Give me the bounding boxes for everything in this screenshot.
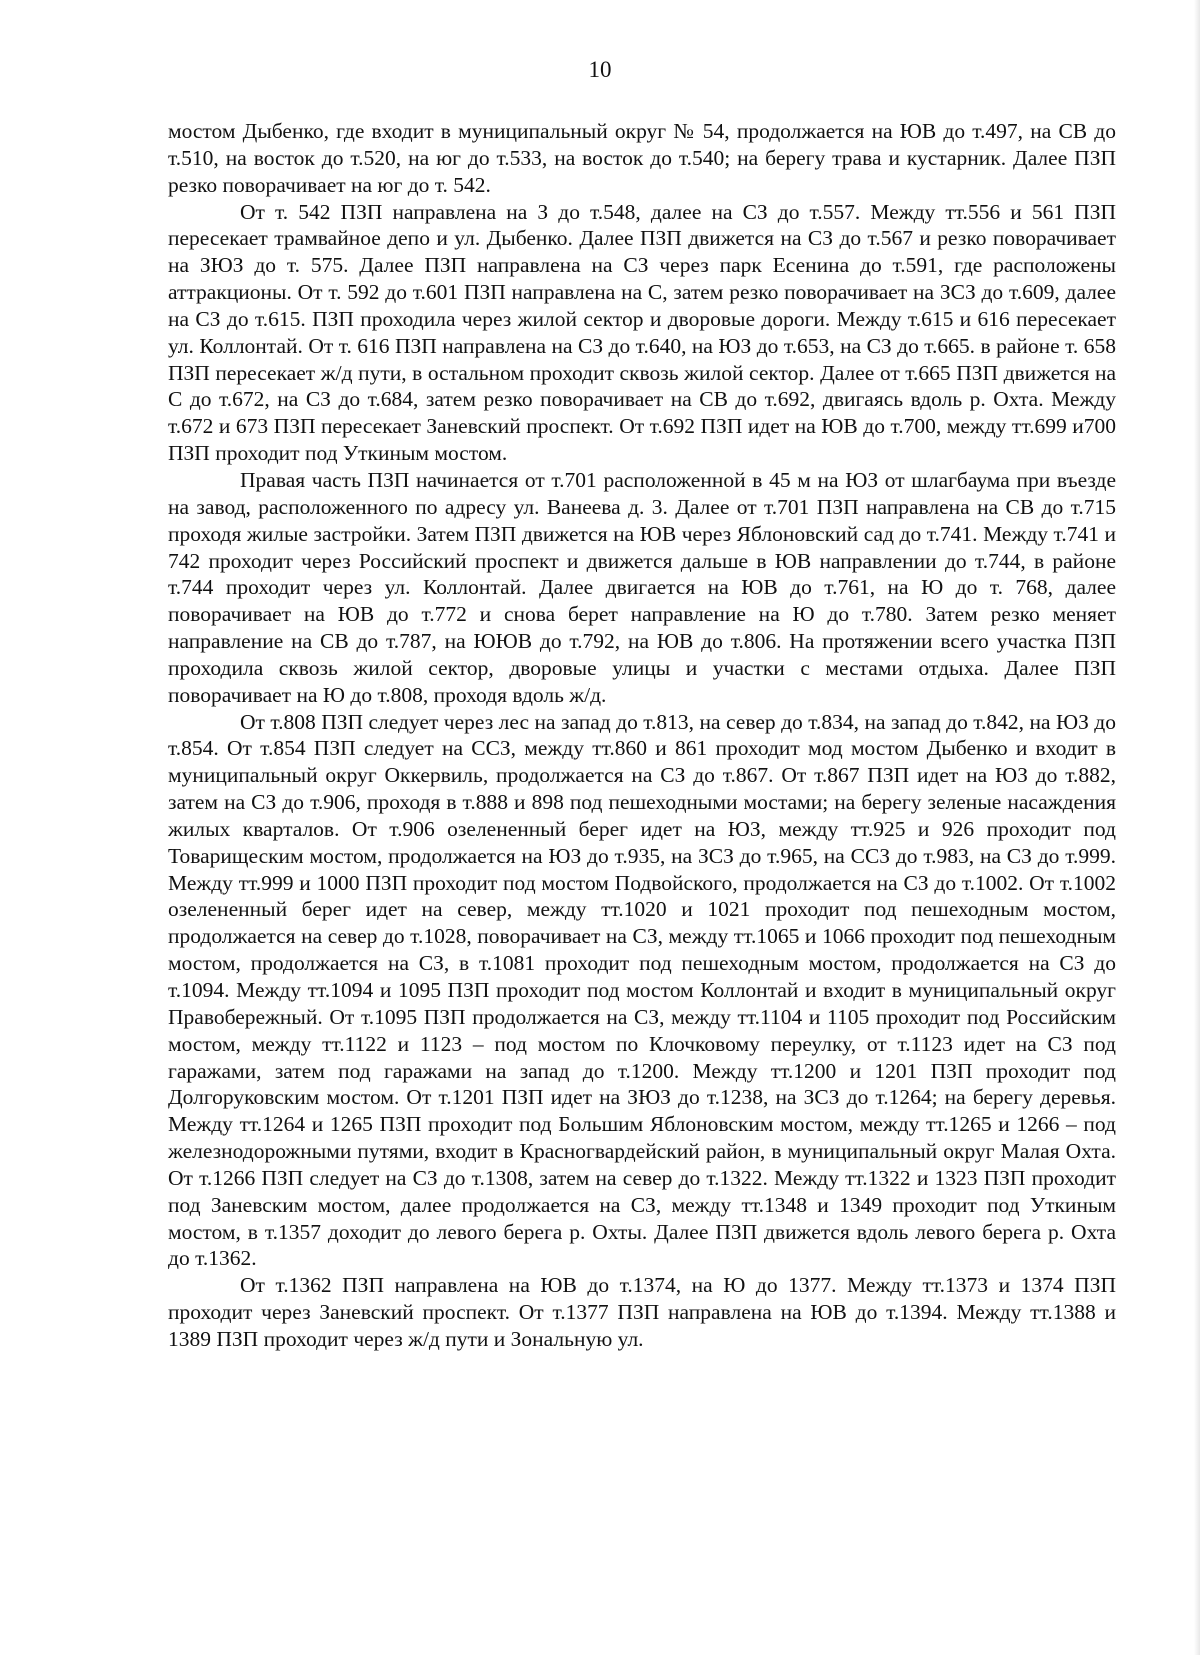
paragraph-4: От т.808 ПЗП следует через лес на запад до т.813, на север до т.834, на запад до т.842, на ЮЗ до т.854. От т.854 ПЗП следует на ССЗ, между тт.860 и 861 проходит мод мостом Дыбенко и входит в муниципальный округ Оккервиль, продолжается на СЗ до т.867. От т.867 ПЗП идет на ЮЗ до т.882, затем на СЗ до т.906, проходя в т.888 и 898 под пешеходными мостами; на берегу зеленые насаждения жилых кварталов. От т.906 озелененный берег идет на ЮЗ, между тт.925 и 926 проходит под Товарищеским мостом, продолжается на ЮЗ до т.935, на ЗСЗ до т.965, на ССЗ до т.983, на СЗ до т.999. Между тт.999 и 1000 ПЗП проходит под мостом Подвойского, продолжается на СЗ до т.1002. От т.1002 озелененный берег идет на север, между тт.1020 и 1021 проходит под пешеходным мостом, продолжается на север до т.1028, поворачивает на СЗ, между тт.1065 и 1066 проходит под пешеходным мостом, продолжается на СЗ, в т.1081 проходит под пешеходным мостом, продолжается на СЗ до т.1094. Между тт.1094 и 1095 ПЗП проходит под мостом Коллонтай и входит в муниципальный округ Правобережный. От т.1095 ПЗП продолжается на СЗ, между тт.1104 и 1105 проходит под Российским мостом, между тт.1122 и 1123 – под мостом по Клочковому переулку, от т.1123 идет на СЗ под гаражами, затем под гаражами на запад до т.1200. Между тт.1200 и 1201 ПЗП проходит под Долгоруковским мостом. От т.1201 ПЗП идет на ЗЮЗ до т.1238, на ЗСЗ до т.1264; на берегу деревья. Между тт.1264 и 1265 ПЗП проходит под Большим Яблоновским мостом, между тт.1265 и 1266 – под железнодорожными путями, входит в Красногвардейский район, в муниципальный округ Малая Охта. От т.1266 ПЗП следует на СЗ до т.1308, затем на север до т.1322. Между тт.1322 и 1323 ПЗП проходит под Заневским мостом, далее продолжается на СЗ, между тт.1348 и 1349 проходит под Уткиным мостом, в т.1357 доходит до левого берега р. Охты. Далее ПЗП движется вдоль левого берега р. Охта до т.1362.: [168, 709, 1116, 1271]
scan-edge: [1194, 0, 1200, 1655]
paragraph-1: мостом Дыбенко, где входит в муниципальный округ № 54, продолжается на ЮВ до т.497, на СВ до т.510, на восток до т.520, на юг до т.533, на восток до т.540; на берегу трава и кустарник. Далее ПЗП резко поворачивает на юг до т. 542.: [168, 119, 1116, 197]
paragraph-3: Правая часть ПЗП начинается от т.701 расположенной в 45 м на ЮЗ от шлагбаума при въезде на завод, расположенного по адресу ул. Ванеева д. 3. Далее от т.701 ПЗП направлена на СВ до т.715 проходя жилые застройки. Затем ПЗП движется на ЮВ через Яблоновский сад до т.741. Между т.741 и 742 проходит через Российский проспект и движется дальше в ЮВ направлении до т.744, в районе т.744 проходит через ул. Коллонтай. Далее двигается на ЮВ до т.761, на Ю до т. 768, далее поворачивает на ЮВ до т.772 и снова берет направление на Ю до т.780. Затем резко меняет направление на СВ до т.787, на ЮЮВ до т.792, на ЮВ до т.806. На протяжении всего участка ПЗП проходила сквозь жилой сектор, дворовые улицы и участки с местами отдыха. Далее ПЗП поворачивает на Ю до т.808, проходя вдоль ж/д.: [168, 467, 1116, 707]
page-number: 10: [588, 57, 612, 82]
body-text: [168, 118, 1116, 1353]
paragraph-5: От т.1362 ПЗП направлена на ЮВ до т.1374, на Ю до 1377. Между тт.1373 и 1374 ПЗП проходит через Заневский проспект. От т.1377 ПЗП направлена на ЮВ до т.1394. Между тт.1388 и 1389 ПЗП проходит через ж/д пути и Зональную ул.: [168, 1273, 1116, 1351]
paragraph-2: От т. 542 ПЗП направлена на З до т.548, далее на СЗ до т.557. Между тт.556 и 561 ПЗП пересекает трамвайное депо и ул. Дыбенко. Далее ПЗП движется на СЗ до т.567 и резко поворачивает на ЗЮЗ до т. 575. Далее ПЗП направлена на СЗ через парк Есенина до т.591, где расположены аттракционы. От т. 592 до т.601 ПЗП направлена на С, затем резко поворачивает на ЗСЗ до т.609, далее на СЗ до т.615. ПЗП проходила через жилой сектор и дворовые дороги. Между т.615 и 616 пересекает ул. Коллонтай. От т. 616 ПЗП направлена на СЗ до т.640, на ЮЗ до т.653, на СЗ до т.665. в районе т. 658 ПЗП пересекает ж/д пути, в остальном проходит сквозь жилой сектор. Далее от т.665 ПЗП движется на С до т.672, на СЗ до т.684, затем резко поворачивает на СВ до т.692, двигаясь вдоль р. Охта. Между т.672 и 673 ПЗП пересекает Заневский проспект. От т.692 ПЗП идет на ЮВ до т.700, между тт.699 и700 ПЗП проходит под Уткиным мостом.: [168, 199, 1116, 466]
